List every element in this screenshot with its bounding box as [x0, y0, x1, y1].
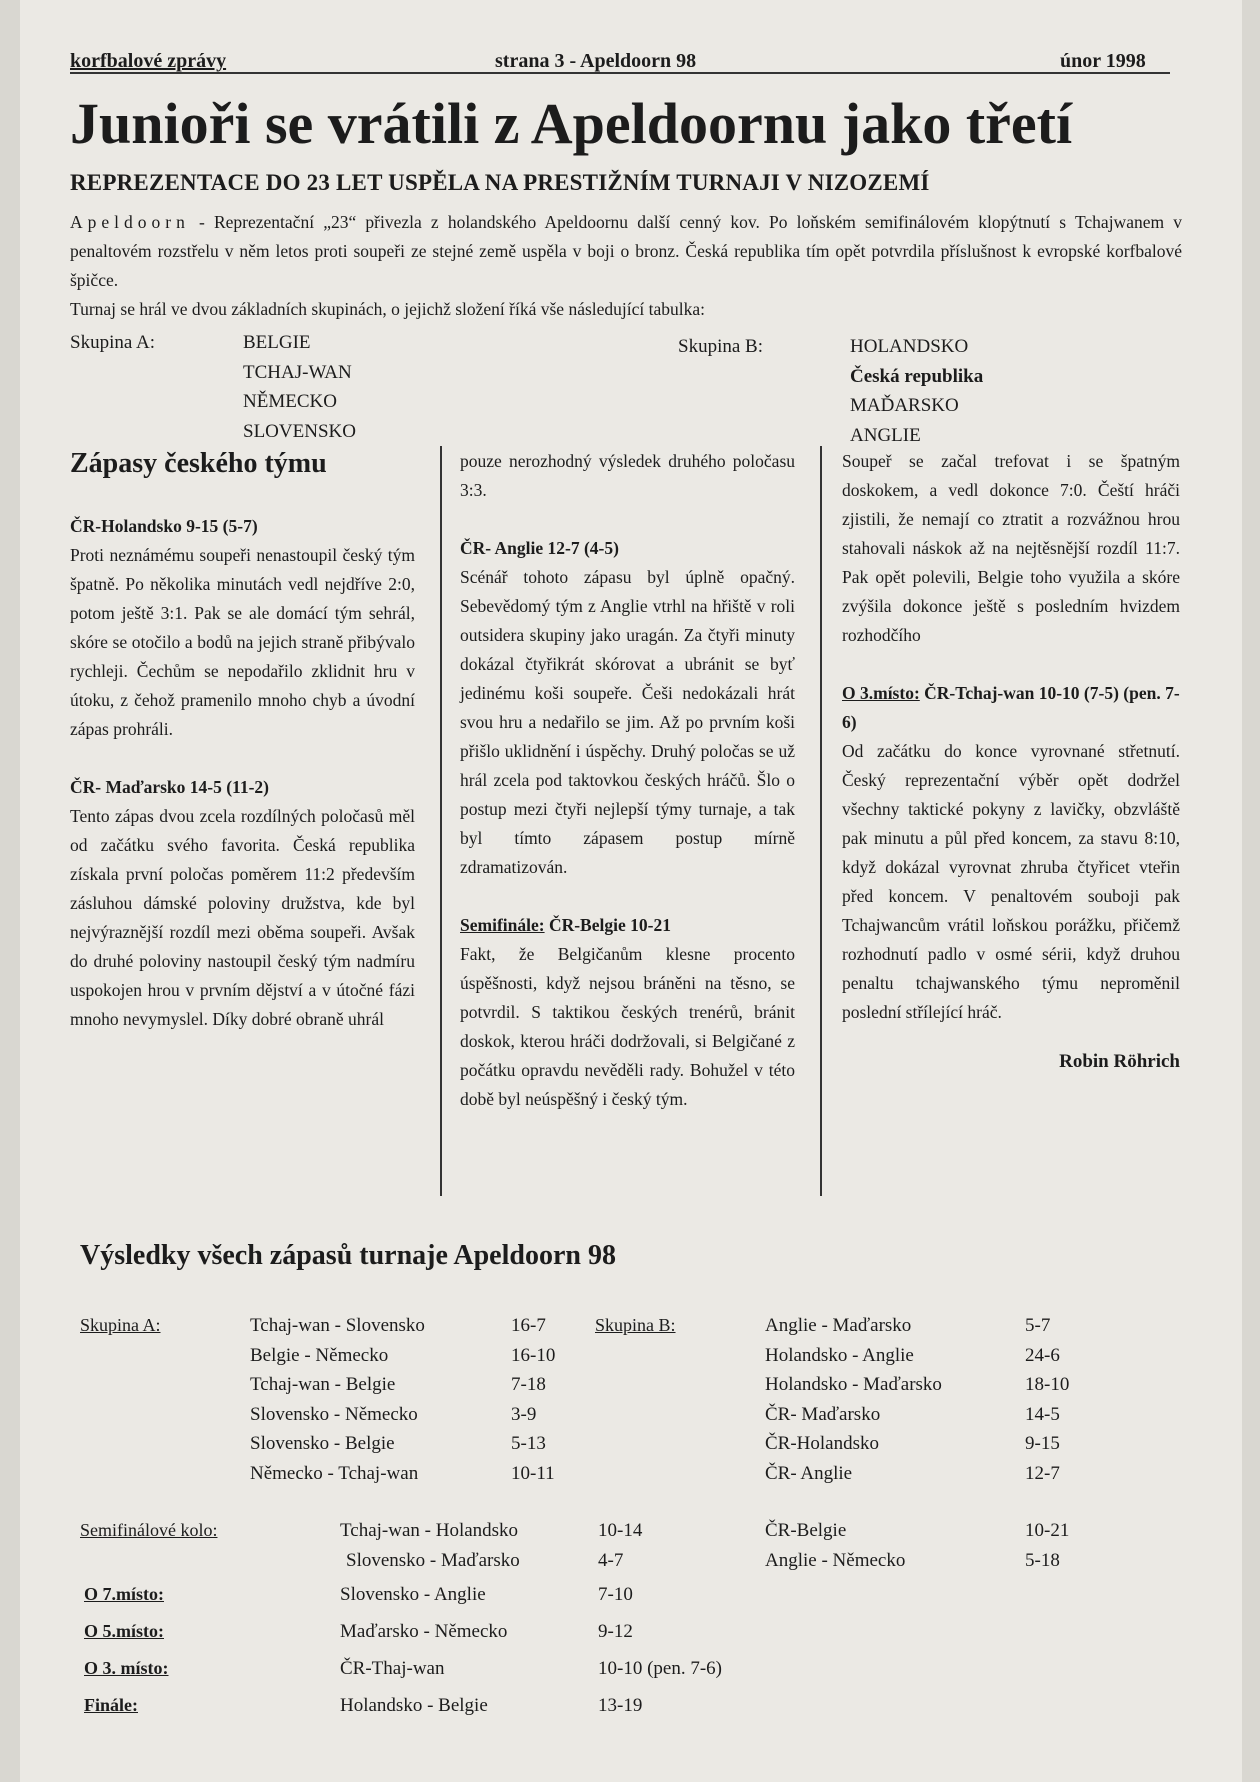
result-score: 10-10 (pen. 7-6): [598, 1658, 722, 1679]
results-semifinal-matches-right: [765, 1516, 905, 1575]
match-heading: ČR- Maďarsko 14-5 (11-2): [70, 777, 269, 797]
intro-text: - Reprezentační „23“ přivezla z holandského Apeldoornu další cenný kov. Po loňském semifinálovém klopýtnutí s Tchajwanem v penaltovém rozstřelu v něm letos proti soupeři ze stejné země uspěla v boji o bronz. Česká republika tím opět potvrdila příslušnost k evropské korfbalové špičce.: [70, 212, 1182, 290]
result-match: Slovensko - Anglie: [340, 1584, 486, 1605]
article-column-2: [460, 447, 795, 1114]
result-match: Německo - Tchaj-wan: [250, 1462, 419, 1484]
article-intro: [70, 208, 1182, 324]
article-column-3: [842, 447, 1180, 1076]
result-match: ČR-Holandsko: [765, 1433, 879, 1454]
results-semifinal-scores: [598, 1516, 642, 1575]
result-score: 10-11: [511, 1462, 555, 1484]
article-title: Junioři se vrátili z Apeldoornu jako třetí: [70, 91, 1073, 156]
result-match: Slovensko - Belgie: [250, 1433, 395, 1454]
placement-label: O 3. místo:: [84, 1658, 169, 1678]
result-match: Tchaj-wan - Holandsko: [340, 1520, 519, 1541]
header-page-number: strana 3 - Apeldoorn 98: [495, 50, 697, 72]
placement-label: O 5.místo:: [84, 1621, 164, 1641]
results-placement-labels: [84, 1580, 169, 1728]
results-heading: Výsledky všech zápasů turnaje Apeldoorn 98: [80, 1240, 616, 1271]
placement-label: O 7.místo:: [84, 1584, 164, 1604]
results-group-b-label: Skupina B:: [595, 1315, 676, 1335]
result-score: 9-12: [598, 1621, 633, 1642]
result-match: ČR-Belgie: [765, 1520, 847, 1541]
match-text: Fakt, že Belgičanům klesne procento úspěšnosti, když nejsou bráněni na těsno, se potvrdil. S taktikou českých trenérů, bránit doskok, kterou hráči dodržovali, si Belgičané z počátku opravdu nevěděli rady. Bohužel v této době byl neúspěšný i český tým.: [460, 944, 795, 1109]
results-placement-scores: [598, 1580, 722, 1728]
result-match: Holandsko - Anglie: [765, 1344, 914, 1366]
result-score: 10-14: [598, 1520, 643, 1541]
group-a-team: TCHAJ-WAN: [243, 361, 352, 383]
result-score: 16-10: [511, 1344, 556, 1366]
intro-line2: Turnaj se hrál ve dvou základních skupinách, o jejichž složení říká vše následující tabulka:: [70, 299, 706, 319]
results-group-b-scores: [1025, 1311, 1069, 1488]
group-a-team: NĚMECKO: [243, 391, 337, 412]
result-match: Anglie - Maďarsko: [765, 1315, 912, 1336]
results-group-a-matches: [250, 1311, 425, 1488]
match-text: Od začátku do konce vyrovnané střetnutí. Český reprezentační výběr opět dodržel všechny taktické pokyny z lavičky, obzvláště pak minutu a půl před koncem, za stavu 8:10, když dokázal vyrovnat zhruba čtyřicet vteřin před koncem. V penaltovém souboji pak Tchajwancům vrátil loňskou porážku, přičemž rozhodnutí padlo v osmé sérii, když druhou penaltu tchajwanského týmu neproměnil poslední střílející hráč.: [842, 741, 1180, 1022]
result-match: Holandsko - Maďarsko: [765, 1374, 942, 1395]
placement-label: Finále:: [84, 1695, 138, 1715]
group-a-team: BELGIE: [243, 332, 311, 353]
group-b-team: ANGLIE: [850, 424, 921, 446]
header-rule: [70, 72, 1170, 74]
result-score: 5-7: [1025, 1315, 1051, 1336]
column-divider: [440, 446, 442, 1196]
result-score: 5-13: [511, 1433, 546, 1454]
result-score: 5-18: [1025, 1549, 1060, 1571]
group-a-team: SLOVENSKO: [243, 420, 356, 442]
result-match: ČR-Thaj-wan: [340, 1658, 445, 1679]
result-score: 7-18: [511, 1374, 546, 1395]
group-b-label: Skupina B:: [678, 336, 763, 357]
group-b-team-highlight: Česká republika: [850, 365, 984, 387]
result-match: Holandsko - Belgie: [340, 1695, 488, 1716]
article-subtitle: REPREZENTACE DO 23 LET USPĚLA NA PRESTIŽNÍM TURNAJI V NIZOZEMÍ: [70, 170, 930, 195]
result-match: ČR- Anglie: [765, 1462, 853, 1484]
results-semifinal-label: Semifinálové kolo:: [80, 1520, 218, 1540]
results-semifinal-scores-right: [1025, 1516, 1069, 1575]
result-match: Slovensko - Německo: [250, 1403, 418, 1425]
result-match: Slovensko - Maďarsko: [346, 1549, 520, 1571]
result-match: ČR- Maďarsko: [765, 1403, 881, 1425]
result-score: 7-10: [598, 1584, 633, 1605]
result-score: 12-7: [1025, 1462, 1060, 1484]
result-match: Belgie - Německo: [250, 1344, 389, 1366]
group-a-label: Skupina A:: [70, 332, 155, 353]
result-match: Anglie - Německo: [765, 1549, 906, 1571]
result-score: 3-9: [511, 1403, 537, 1425]
article-column-1: [70, 444, 415, 1034]
section-heading: Zápasy českého týmu: [70, 448, 327, 479]
match-text: Scénář tohoto zápasu byl úplně opačný. Sebevědomý tým z Anglie vtrhl na hřiště v roli outsidera skupiny jako uragán. Za čtyři minuty dokázal čtyřikrát skórovat a ubránit se byť jedinému koši soupeře. Češi nedokázali hrát svou hru a nedařilo se jim. Až po prvním koši přišlo uklidnění i úspěchy. Druhý poločas se už hrál zcela pod taktovkou českých hráčů. Šlo o postup mezi čtyři nejlepší týmy turnaje, a tak byl tímto zápasem postup mírně zdramatizován.: [460, 567, 795, 877]
results-group-a-label: Skupina A:: [80, 1315, 161, 1335]
column-divider: [820, 446, 822, 1196]
result-score: 16-7: [511, 1315, 546, 1336]
results-semifinal-matches: [340, 1516, 520, 1575]
header-publication: korfbalové zprávy: [70, 50, 227, 72]
match-heading: ČR- Anglie 12-7 (4-5): [460, 538, 619, 558]
result-match: Tchaj-wan - Belgie: [250, 1374, 396, 1395]
results-placement-matches: [340, 1580, 507, 1728]
group-b-team: MAĎARSKO: [850, 395, 959, 416]
result-score: 10-21: [1025, 1520, 1070, 1541]
intro-lead: Apeldoorn: [70, 212, 190, 232]
group-b-teams: [850, 332, 983, 450]
match-text: Proti neznámému soupeři nenastoupil český tým špatně. Po několika minutách vedl nejdříve 2:0, potom ještě 3:1. Pak se ale domácí tým sehrál, skóre se otočilo a bodů na jejich straně přibývalo rychleji. Čechům se nepodařilo zklidnit hru v útoku, z čehož pramenilo mnoho chyb a úvodní zápas prohráli.: [70, 545, 415, 739]
result-match: Maďarsko - Německo: [340, 1621, 508, 1642]
result-score: 9-15: [1025, 1433, 1060, 1454]
match-text: Tento zápas dvou zcela rozdílných poločasů měl od začátku svého favorita. Česká republika získala první poločas poměrem 11:2 především zásluhou dámské poloviny družstva, kde byl nejvýraznější rozdíl mezi oběma soupeři. Avšak do druhé poloviny nastoupil český tým nadmíru uspokojen hrou v prvním dějství a v útočné fázi mnoho nevymyslel. Díky dobré obraně uhrál: [70, 806, 415, 1029]
match-text-continued: Soupeř se začal trefovat i se špatným doskokem, a vedl dokonce 7:0. Čeští hráči zjistili, že nemají co ztratit a rozvážnou hrou stahovali náskok až na nejtěsnější rozdíl 11:7. Pak opět polevili, Belgie toho využila a skóre zvýšila dokonce ještě s posledním hvizdem rozhodčího: [842, 451, 1180, 645]
match-text-continued: pouze nerozhodný výsledek druhého poločasu 3:3.: [460, 451, 795, 500]
result-score: 24-6: [1025, 1344, 1060, 1366]
result-score: 4-7: [598, 1549, 624, 1571]
result-score: 13-19: [598, 1695, 643, 1716]
match-heading: O 3.místo: ČR-Tchaj-wan 10-10 (7-5) (pen. 7-6): [842, 683, 1180, 732]
header-date: únor 1998: [1060, 50, 1146, 72]
article-author: Robin Röhrich: [1059, 1051, 1180, 1072]
results-group-b-matches: [765, 1311, 942, 1488]
match-heading: Semifinále: ČR-Belgie 10-21: [460, 915, 671, 935]
match-heading: ČR-Holandsko 9-15 (5-7): [70, 516, 258, 536]
results-group-a-scores: [511, 1311, 555, 1488]
group-a-teams: [243, 328, 356, 446]
result-score: 18-10: [1025, 1374, 1070, 1395]
result-match: Tchaj-wan - Slovensko: [250, 1315, 425, 1336]
result-score: 14-5: [1025, 1403, 1060, 1425]
group-b-team: HOLANDSKO: [850, 336, 969, 357]
